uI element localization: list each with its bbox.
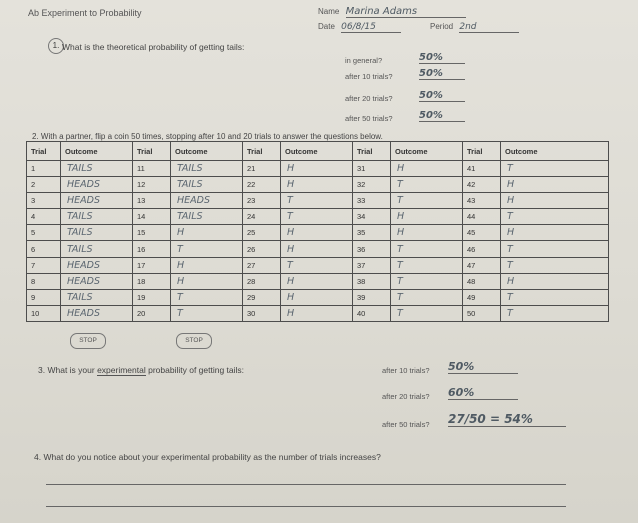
trial-number-cell: 11: [133, 161, 171, 177]
trial-number-cell: 25: [243, 225, 281, 241]
trial-column-header: Trial: [243, 142, 281, 161]
q1-answer[interactable]: 50%: [419, 52, 465, 64]
table-row: [27, 257, 609, 273]
q3-answer[interactable]: 60%: [448, 386, 518, 400]
trial-number-cell: 37: [353, 257, 391, 273]
q3-label: after 50 trials?: [382, 420, 430, 429]
outcome-cell[interactable]: H: [391, 209, 463, 225]
period-label: Period: [430, 22, 454, 31]
outcome-cell[interactable]: HEADS: [61, 193, 133, 209]
trial-number-cell: 31: [353, 161, 391, 177]
table-row: [27, 193, 609, 209]
trial-number-cell: 13: [133, 193, 171, 209]
question-1-number: 1.: [48, 38, 64, 54]
q1-label: after 20 trials?: [345, 94, 393, 103]
trial-number-cell: 45: [463, 225, 501, 241]
trial-number-cell: 50: [463, 305, 501, 321]
trial-number-cell: 32: [353, 177, 391, 193]
outcome-column-header: Outcome: [281, 142, 353, 161]
table-row: [27, 177, 609, 193]
table-row: [27, 161, 609, 177]
trial-column-header: Trial: [133, 142, 171, 161]
outcome-cell[interactable]: HEADS: [61, 257, 133, 273]
q1-answer[interactable]: 50%: [419, 68, 465, 80]
question-4-body: What do you notice about your experimental probability as the number of trials increases?: [43, 452, 381, 462]
trial-number-cell: 49: [463, 289, 501, 305]
outcome-cell[interactable]: H: [281, 177, 353, 193]
outcome-cell[interactable]: TAILS: [61, 209, 133, 225]
outcome-cell[interactable]: H: [281, 161, 353, 177]
trial-number-cell: 10: [27, 305, 61, 321]
trial-number-cell: 20: [133, 305, 171, 321]
trial-number-cell: 44: [463, 209, 501, 225]
outcome-cell[interactable]: T: [171, 305, 243, 321]
trial-number-cell: 42: [463, 177, 501, 193]
trial-number-cell: 34: [353, 209, 391, 225]
table-header-row: [27, 142, 609, 161]
period-value: 2nd: [459, 22, 519, 33]
question-1-text: What is the theoretical probability of getting tails:: [62, 42, 245, 52]
outcome-cell[interactable]: HEADS: [61, 273, 133, 289]
trial-number-cell: 14: [133, 209, 171, 225]
trial-number-cell: 1: [27, 161, 61, 177]
outcome-cell[interactable]: HEADS: [61, 305, 133, 321]
outcome-column-header: Outcome: [171, 142, 243, 161]
question-3-emphasis: experimental: [97, 365, 146, 375]
q1-label: after 10 trials?: [345, 72, 393, 81]
trial-number-cell: 43: [463, 193, 501, 209]
trial-number-cell: 41: [463, 161, 501, 177]
q3-label: after 20 trials?: [382, 392, 430, 401]
outcome-cell[interactable]: T: [391, 273, 463, 289]
outcome-cell[interactable]: H: [281, 241, 353, 257]
trials-table: [26, 141, 609, 322]
table-row: [27, 305, 609, 321]
question-2-text: 2. With a partner, flip a coin 50 times, stopping after 10 and 20 trials to answer the questions below.: [32, 132, 383, 141]
outcome-cell[interactable]: H: [281, 289, 353, 305]
trial-column-header: Trial: [463, 142, 501, 161]
outcome-cell[interactable]: TAILS: [171, 177, 243, 193]
outcome-cell[interactable]: T: [391, 257, 463, 273]
outcome-cell[interactable]: H: [281, 273, 353, 289]
table-row: [27, 225, 609, 241]
stop-sign-20: STOP: [176, 333, 212, 349]
trial-number-cell: 24: [243, 209, 281, 225]
outcome-cell[interactable]: H: [391, 225, 463, 241]
outcome-column-header: Outcome: [391, 142, 463, 161]
date-value: 06/8/15: [341, 22, 401, 33]
date-label: Date: [318, 22, 335, 31]
q1-label: in general?: [345, 56, 383, 65]
outcome-cell[interactable]: T: [501, 241, 609, 257]
outcome-cell[interactable]: H: [501, 193, 609, 209]
trial-number-cell: 27: [243, 257, 281, 273]
trial-number-cell: 2: [27, 177, 61, 193]
trial-number-cell: 48: [463, 273, 501, 289]
outcome-cell[interactable]: T: [391, 241, 463, 257]
name-label: Name: [318, 7, 340, 16]
q3-answer[interactable]: 27/50 = 54%: [448, 412, 566, 427]
outcome-cell[interactable]: T: [281, 193, 353, 209]
outcome-cell[interactable]: TAILS: [61, 241, 133, 257]
outcome-cell[interactable]: H: [171, 225, 243, 241]
trial-number-cell: 9: [27, 289, 61, 305]
outcome-cell[interactable]: TAILS: [61, 161, 133, 177]
stop-sign-10: STOP: [70, 333, 106, 349]
outcome-cell[interactable]: T: [171, 241, 243, 257]
trial-number-cell: 21: [243, 161, 281, 177]
table-row: [27, 241, 609, 257]
trial-number-cell: 4: [27, 209, 61, 225]
trial-number-cell: 8: [27, 273, 61, 289]
trial-number-cell: 5: [27, 225, 61, 241]
trial-number-cell: 47: [463, 257, 501, 273]
trial-number-cell: 38: [353, 273, 391, 289]
outcome-cell[interactable]: T: [391, 193, 463, 209]
table-row: [27, 209, 609, 225]
outcome-cell[interactable]: H: [501, 273, 609, 289]
table-row: [27, 289, 609, 305]
question-4-text: [34, 452, 381, 462]
table-row: [27, 273, 609, 289]
outcome-cell[interactable]: T: [501, 305, 609, 321]
trial-number-cell: 22: [243, 177, 281, 193]
q3-answer[interactable]: 50%: [448, 360, 518, 374]
outcome-cell[interactable]: T: [391, 305, 463, 321]
trial-column-header: Trial: [353, 142, 391, 161]
outcome-cell[interactable]: T: [391, 177, 463, 193]
q1-answer[interactable]: 50%: [419, 90, 465, 102]
trial-number-cell: 36: [353, 241, 391, 257]
outcome-column-header: Outcome: [61, 142, 133, 161]
outcome-cell[interactable]: T: [501, 257, 609, 273]
q1-answer[interactable]: 50%: [419, 110, 465, 122]
outcome-cell[interactable]: T: [171, 289, 243, 305]
question-3-text: [38, 365, 244, 375]
outcome-cell[interactable]: H: [281, 305, 353, 321]
trial-number-cell: 30: [243, 305, 281, 321]
question-3-text-pre: What is your: [47, 365, 98, 375]
outcome-cell[interactable]: T: [501, 209, 609, 225]
outcome-cell[interactable]: TAILS: [61, 289, 133, 305]
trial-number-cell: 28: [243, 273, 281, 289]
trial-number-cell: 19: [133, 289, 171, 305]
answer-line[interactable]: [46, 506, 566, 507]
outcome-cell[interactable]: T: [281, 209, 353, 225]
trial-number-cell: 23: [243, 193, 281, 209]
question-4-number: 4.: [34, 452, 42, 462]
answer-line[interactable]: [46, 484, 566, 485]
outcome-cell[interactable]: TAILS: [171, 161, 243, 177]
outcome-cell[interactable]: H: [171, 257, 243, 273]
trial-number-cell: 12: [133, 177, 171, 193]
trial-column-header: Trial: [27, 142, 61, 161]
outcome-column-header: Outcome: [501, 142, 609, 161]
trial-number-cell: 29: [243, 289, 281, 305]
outcome-cell[interactable]: H: [281, 225, 353, 241]
trial-number-cell: 26: [243, 241, 281, 257]
q1-label: after 50 trials?: [345, 114, 393, 123]
question-3-number: 3.: [38, 365, 46, 375]
trial-number-cell: 17: [133, 257, 171, 273]
outcome-cell[interactable]: H: [171, 273, 243, 289]
outcome-cell[interactable]: T: [501, 161, 609, 177]
trial-number-cell: 7: [27, 257, 61, 273]
trial-number-cell: 33: [353, 193, 391, 209]
trial-number-cell: 39: [353, 289, 391, 305]
outcome-cell[interactable]: T: [391, 289, 463, 305]
outcome-cell[interactable]: HEADS: [171, 193, 243, 209]
trial-number-cell: 3: [27, 193, 61, 209]
outcome-cell[interactable]: H: [391, 161, 463, 177]
outcome-cell[interactable]: H: [501, 177, 609, 193]
q3-label: after 10 trials?: [382, 366, 430, 375]
trial-number-cell: 46: [463, 241, 501, 257]
outcome-cell[interactable]: T: [281, 257, 353, 273]
course-title: Ab Experiment to Probability: [28, 8, 142, 18]
outcome-cell[interactable]: HEADS: [61, 177, 133, 193]
trial-number-cell: 16: [133, 241, 171, 257]
outcome-cell[interactable]: TAILS: [171, 209, 243, 225]
trial-number-cell: 40: [353, 305, 391, 321]
question-3-text-post: probability of getting tails:: [145, 365, 245, 375]
name-value: Marina Adams: [346, 6, 466, 18]
outcome-cell[interactable]: T: [501, 289, 609, 305]
outcome-cell[interactable]: TAILS: [61, 225, 133, 241]
trial-number-cell: 15: [133, 225, 171, 241]
outcome-cell[interactable]: H: [501, 225, 609, 241]
trial-number-cell: 35: [353, 225, 391, 241]
trial-number-cell: 18: [133, 273, 171, 289]
trial-number-cell: 6: [27, 241, 61, 257]
